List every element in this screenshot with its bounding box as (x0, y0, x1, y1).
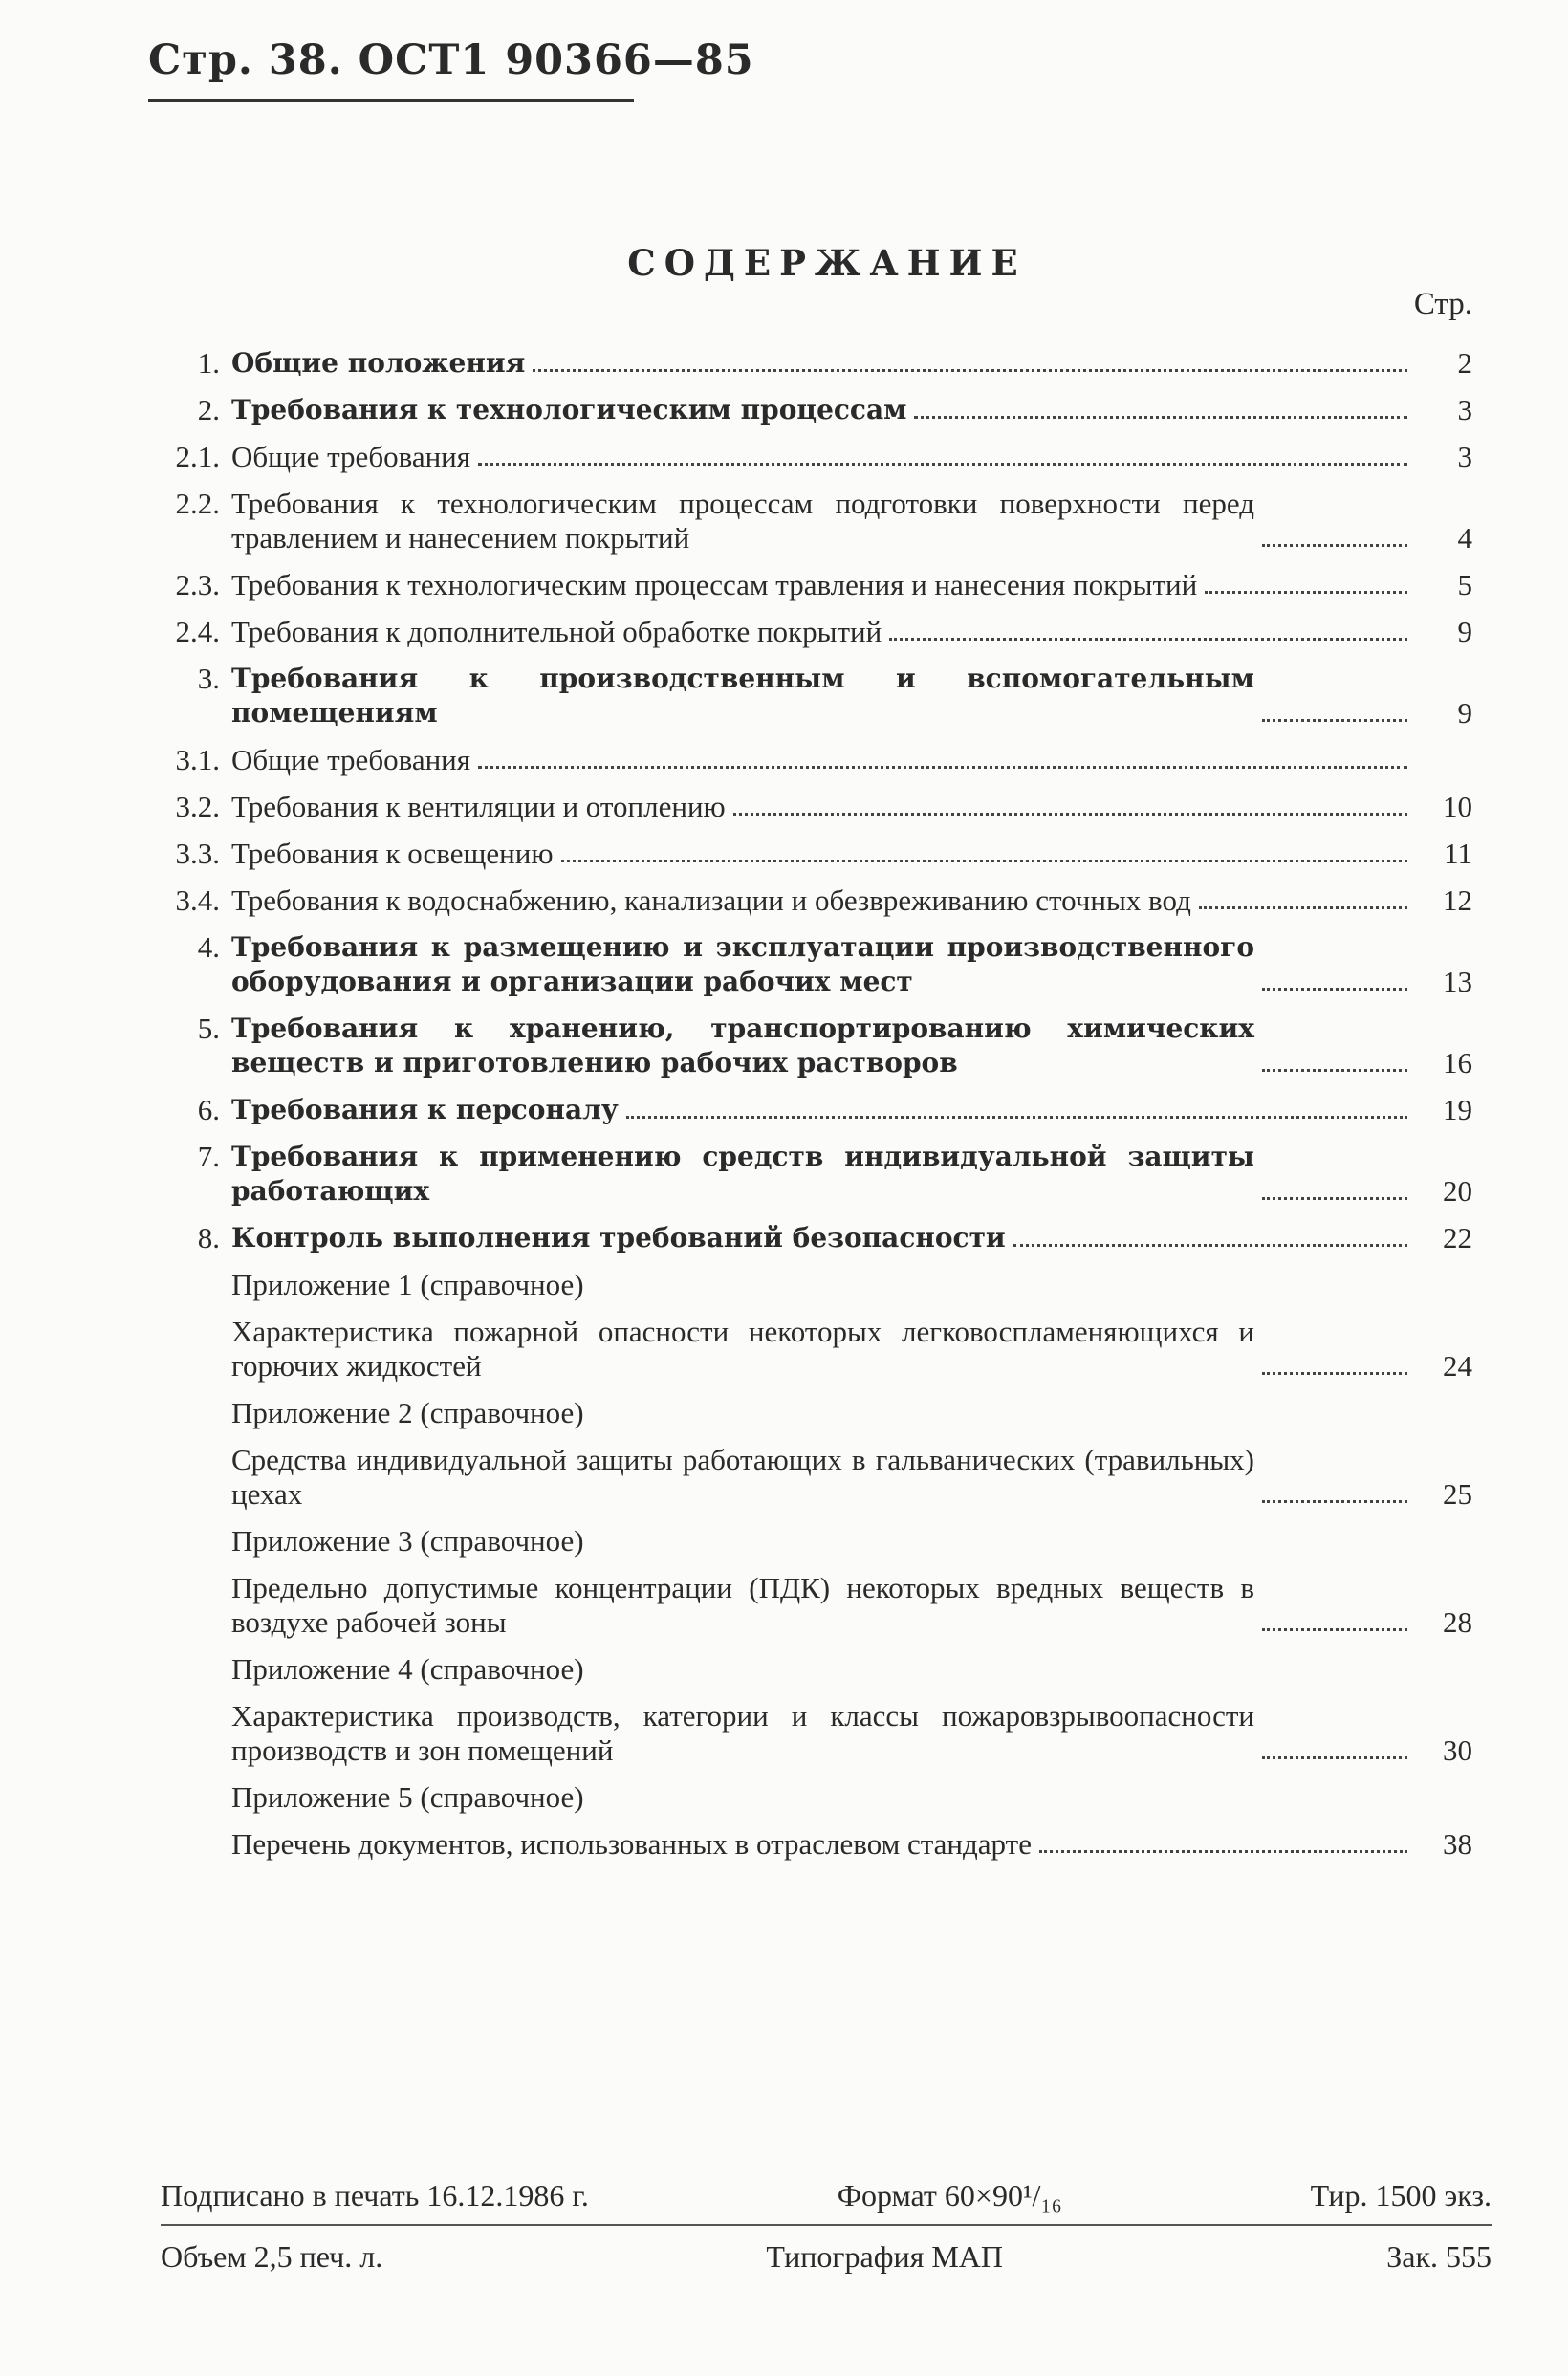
toc-entry-title: Контроль выполнения требований безопасности (231, 1222, 1006, 1253)
appendix-label-text: Приложение 3 (справочное) (231, 1524, 584, 1558)
toc-entry-number: 5. (197, 1012, 220, 1045)
toc-entry-title: Требования к производственным и вспомогательным помещениям (231, 663, 1254, 729)
appendix-title: Перечень документов, использованных в отраслевом стандарте (231, 1827, 1032, 1861)
toc-entry-title: Требования к персоналу (231, 1094, 619, 1125)
imprint-rule (161, 2224, 1492, 2226)
appendix-label-body (231, 1652, 1472, 1687)
toc-entry-body (231, 1012, 1472, 1080)
toc-entry-number: 1. (197, 346, 220, 380)
toc-entry-page: 16 (1443, 1046, 1472, 1079)
toc-entry-page: 3 (1457, 393, 1472, 426)
dot-leader (1262, 719, 1407, 722)
toc-entry-body (231, 1140, 1472, 1209)
dot-leader (1205, 591, 1407, 594)
toc-entry (153, 1012, 1472, 1080)
toc-entry-body (231, 662, 1472, 730)
toc-entry-title: Требования к освещению (231, 837, 554, 870)
appendix-entry (153, 1571, 1472, 1640)
table-of-contents (153, 346, 1472, 1874)
toc-entry-page: 4 (1457, 521, 1472, 555)
toc-entry-page: 9 (1457, 696, 1472, 730)
imprint-printer: Типография МАП (766, 2239, 1003, 2274)
appendix-label (153, 1652, 1472, 1687)
toc-entry (153, 1140, 1472, 1209)
dot-leader (889, 638, 1407, 641)
appendix-label (153, 1780, 1472, 1815)
toc-entry-page: 9 (1457, 615, 1472, 648)
imprint-format: Формат 60×90¹/₁₆ (837, 2178, 1062, 2213)
toc-entry-page: 20 (1443, 1174, 1472, 1208)
appendix-label-text: Приложение 2 (справочное) (231, 1396, 584, 1429)
page-header: Стр. 38. ОСТ1 90366—85 (148, 36, 754, 84)
toc-entry-body (231, 487, 1472, 556)
toc-entry-title: Требования к хранению, транспортированию химических веществ и приготовлению рабочих растворов (231, 1013, 1254, 1079)
imprint-signed: Подписано в печать 16.12.1986 г. (161, 2178, 589, 2213)
toc-entry-number: 2.3. (175, 568, 220, 601)
appendix-label-body (231, 1780, 1472, 1815)
toc-entry-title: Требования к технологическим процессам травления и нанесения покрытий (231, 568, 1198, 601)
dot-leader (914, 416, 1407, 419)
appendix-label-text: Приложение 5 (справочное) (231, 1780, 584, 1814)
dot-leader (626, 1116, 1407, 1119)
appendix-label-text: Приложение 4 (справочное) (231, 1652, 584, 1686)
appendix-label-body (231, 1396, 1472, 1430)
toc-entry-body (231, 930, 1472, 999)
toc-entry-number: 2.4. (175, 615, 220, 648)
appendix-entry-body (231, 1571, 1472, 1640)
toc-entry (153, 1221, 1472, 1255)
toc-entry-body (231, 615, 1472, 649)
toc-entry (153, 440, 1472, 474)
toc-entry (153, 883, 1472, 918)
toc-entry (153, 790, 1472, 824)
toc-entry-page: 11 (1444, 837, 1472, 870)
toc-entry-title: Требования к технологическим процессам подготовки поверхности перед травлением и нанесением покрытий (231, 487, 1254, 555)
toc-entry (153, 393, 1472, 427)
toc-entry-number: 2. (197, 393, 220, 426)
toc-entry-body (231, 1093, 1472, 1127)
toc-entry-title: Требования к вентиляции и отоплению (231, 790, 726, 823)
imprint-volume: Объем 2,5 печ. л. (161, 2239, 383, 2274)
toc-entry-page: 12 (1443, 883, 1472, 917)
toc-entry-body (231, 837, 1472, 871)
appendix-label (153, 1524, 1472, 1559)
toc-entry-page: 22 (1443, 1221, 1472, 1254)
imprint-order: Зак. 555 (1386, 2239, 1492, 2274)
appendix-page: 25 (1443, 1477, 1472, 1511)
imprint-row-1 (161, 2178, 1492, 2213)
appendix-label-body (231, 1268, 1472, 1302)
appendix-entry (153, 1699, 1472, 1768)
toc-entry-title: Общие требования (231, 743, 471, 776)
toc-entry-number: 3.3. (175, 837, 220, 870)
dot-leader (733, 813, 1407, 816)
toc-entry-number: 2.1. (175, 440, 220, 473)
dot-leader (1039, 1850, 1407, 1853)
toc-entry-body (231, 393, 1472, 427)
toc-entry-body (231, 346, 1472, 381)
toc-entry (153, 662, 1472, 730)
toc-entry-page: 19 (1443, 1093, 1472, 1126)
toc-entry-body (231, 743, 1472, 777)
dot-leader (478, 463, 1407, 466)
dot-leader (1262, 1628, 1407, 1631)
toc-entry-page: 5 (1457, 568, 1472, 601)
appendix-title: Характеристика пожарной опасности некоторых легковоспламеняющихся и горючих жидкостей (231, 1315, 1254, 1383)
toc-entry-body (231, 440, 1472, 474)
toc-entry-title: Требования к технологическим процессам (231, 394, 907, 425)
toc-entry-number: 3.4. (175, 883, 220, 917)
dot-leader (1199, 906, 1407, 909)
toc-entry (153, 837, 1472, 871)
toc-entry (153, 568, 1472, 602)
toc-entry-title: Требования к дополнительной обработке покрытий (231, 615, 882, 648)
toc-entry-body (231, 883, 1472, 918)
appendix-label (153, 1396, 1472, 1430)
dot-leader (478, 766, 1407, 769)
dot-leader (561, 860, 1408, 862)
appendix-entry-body (231, 1443, 1472, 1512)
toc-entry-page: 3 (1457, 440, 1472, 473)
appendix-label-text: Приложение 1 (справочное) (231, 1268, 584, 1301)
imprint-row-2 (161, 2239, 1492, 2275)
toc-entry-number: 3. (197, 662, 220, 695)
toc-entry-page: 13 (1443, 965, 1472, 998)
toc-entry-page: 2 (1457, 346, 1472, 380)
appendix-page: 30 (1443, 1733, 1472, 1767)
dot-leader (1262, 988, 1407, 991)
toc-entry-page: 10 (1443, 790, 1472, 823)
toc-entry-title: Общие положения (231, 347, 526, 379)
dot-leader (1013, 1244, 1407, 1247)
appendix-entry (153, 1315, 1472, 1384)
dot-leader (1262, 1197, 1407, 1200)
toc-entry-body (231, 790, 1472, 824)
toc-page-column-label: Стр. (1413, 287, 1472, 321)
toc-entry-body (231, 1221, 1472, 1255)
toc-entry-number: 2.2. (175, 487, 220, 520)
appendix-entry-body (231, 1699, 1472, 1768)
toc-entry (153, 487, 1472, 556)
dot-leader (1262, 544, 1407, 547)
toc-entry (153, 930, 1472, 999)
toc-entry-number: 3.2. (175, 790, 220, 823)
toc-entry-number: 8. (197, 1221, 220, 1254)
dot-leader (1262, 1500, 1407, 1503)
toc-entry (153, 615, 1472, 649)
toc-entry (153, 1093, 1472, 1127)
dot-leader (1262, 1069, 1407, 1072)
imprint-run: Тир. 1500 экз. (1310, 2178, 1492, 2213)
toc-entry-title: Требования к водоснабжению, канализации и обезвреживанию сточных вод (231, 883, 1191, 917)
dot-leader (1262, 1756, 1407, 1759)
appendix-entry-body (231, 1315, 1472, 1384)
appendix-label (153, 1268, 1472, 1302)
toc-entry-title: Общие требования (231, 440, 471, 473)
toc-entry-number: 7. (197, 1140, 220, 1173)
appendix-entry (153, 1443, 1472, 1512)
toc-entry (153, 743, 1472, 777)
toc-entry-body (231, 568, 1472, 602)
appendix-page: 24 (1443, 1349, 1472, 1383)
toc-entry-number: 6. (197, 1093, 220, 1126)
appendix-title: Средства индивидуальной защиты работающих в гальванических (травильных) цехах (231, 1443, 1254, 1511)
appendix-title: Предельно допустимые концентрации (ПДК) некоторых вредных веществ в воздухе рабочей зоны (231, 1571, 1254, 1639)
dot-leader (533, 369, 1407, 372)
appendix-title: Характеристика производств, категории и классы пожаровзрывоопасности производств и зон помещений (231, 1699, 1254, 1767)
toc-entry (153, 346, 1472, 381)
header-rule (148, 99, 634, 102)
toc-entry-title: Требования к размещению и эксплуатации производственного оборудования и организации рабочих мест (231, 931, 1254, 997)
toc-entry-title: Требования к применению средств индивидуальной защиты работающих (231, 1141, 1254, 1207)
appendix-page: 28 (1443, 1605, 1472, 1639)
appendix-label-body (231, 1524, 1472, 1559)
toc-entry-number: 4. (197, 930, 220, 964)
dot-leader (1262, 1372, 1407, 1375)
appendix-entry-body (231, 1827, 1472, 1862)
toc-entry-number: 3.1. (175, 743, 220, 776)
appendix-entry (153, 1827, 1472, 1862)
appendix-page: 38 (1443, 1827, 1472, 1861)
toc-title: СОДЕРЖАНИЕ (627, 242, 1027, 284)
